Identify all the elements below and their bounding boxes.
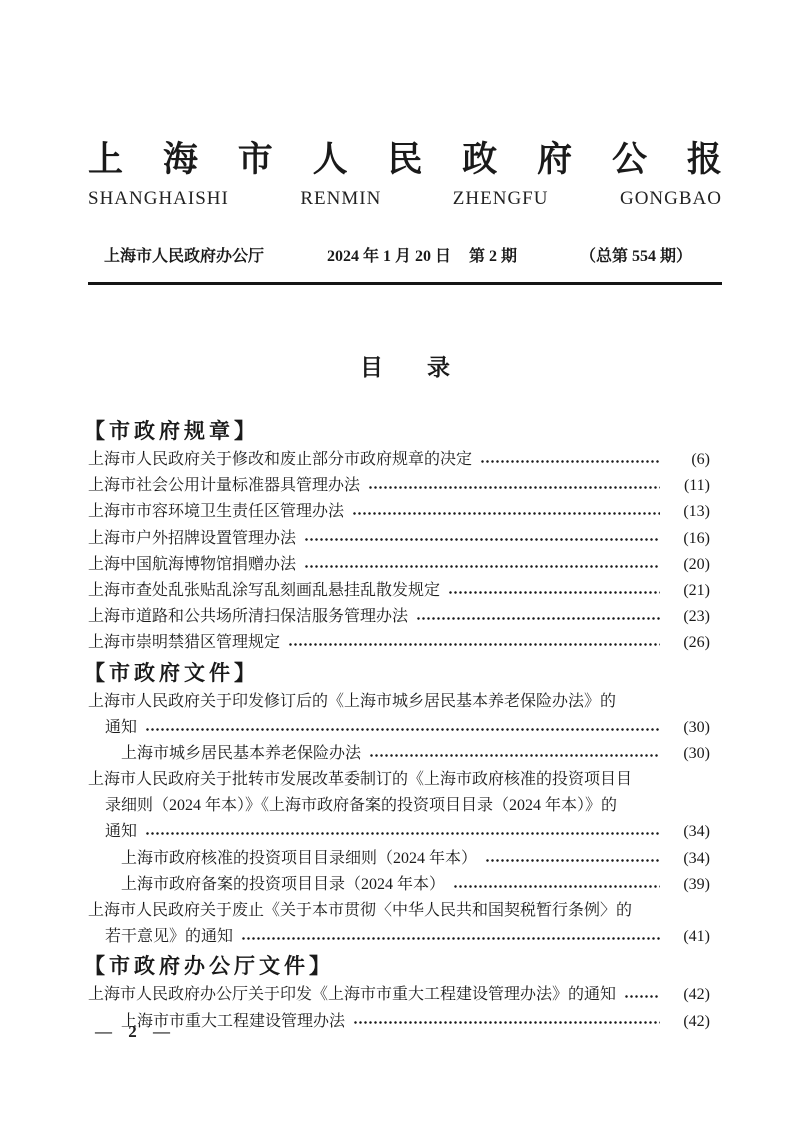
toc-entry-page: (41)	[683, 928, 710, 946]
dot-leader	[145, 825, 660, 841]
toc-section	[84, 657, 710, 951]
toc-entry	[88, 715, 710, 741]
toc-entry	[88, 578, 710, 604]
masthead-pinyin-word: ZHENGFU	[452, 188, 549, 209]
dot-leader	[353, 1014, 660, 1030]
toc-title	[88, 351, 722, 385]
cumulative-issue-number: （总第 554 期）	[579, 248, 692, 265]
toc-entry-title: 上海市崇明禁猎区管理规定	[88, 634, 281, 652]
toc-entry-title: 上海市政府核准的投资项目目录细则（2024 年本）	[121, 849, 478, 867]
toc-entry-title: 上海市道路和公共场所清扫保洁服务管理办法	[88, 608, 409, 626]
toc-section	[84, 950, 710, 1034]
toc-title-char: 录	[427, 355, 450, 380]
toc-entry	[88, 526, 710, 552]
dot-leader	[624, 987, 660, 1003]
toc-entry-title: 上海市人民政府关于批转市发展改革委制订的《上海市政府核准的投资项目目	[88, 771, 633, 789]
toc-entry-page: (39)	[683, 875, 710, 893]
toc-entry	[88, 767, 710, 793]
masthead-title-char: 上	[88, 140, 124, 179]
toc-entry-title: 通知	[105, 823, 138, 841]
toc-entry	[88, 741, 710, 767]
toc-section-heading: 【市政府文件】	[84, 660, 259, 685]
issue-date-group	[327, 246, 517, 268]
toc-entry	[88, 898, 710, 924]
toc-entry	[88, 689, 710, 715]
toc-entry-title: 上海市市容环境卫生责任区管理办法	[88, 503, 345, 521]
toc-entry-page: (20)	[683, 555, 710, 573]
masthead-title-char: 民	[387, 140, 423, 179]
toc-entry-page: (42)	[683, 1012, 710, 1030]
dot-leader	[304, 557, 660, 573]
masthead-title-char: 政	[462, 140, 498, 179]
masthead-title	[88, 140, 722, 180]
toc-entry-title: 上海市查处乱张贴乱涂写乱刻画乱悬挂乱散发规定	[88, 581, 441, 599]
toc-entry-title: 上海市户外招牌设置管理办法	[88, 529, 297, 547]
toc-entry	[88, 630, 710, 656]
dot-leader	[241, 929, 660, 945]
toc-entry-page: (6)	[691, 451, 710, 468]
toc-entry-title: 上海市社会公用计量标准器具管理办法	[88, 477, 361, 495]
toc-entry-title: 上海中国航海博物馆捐赠办法	[88, 555, 297, 573]
toc-entry-page: (42)	[683, 986, 710, 1004]
toc-entry-page: (11)	[683, 477, 710, 495]
issuer-label: 上海市人民政府办公厅	[104, 248, 265, 265]
dot-leader	[480, 452, 660, 468]
toc-section-heading: 【市政府办公厅文件】	[84, 954, 334, 979]
toc-entry-title: 上海市人民政府关于修改和废止部分市政府规章的决定	[88, 451, 473, 468]
toc-entry	[88, 924, 710, 950]
toc-entry-title: 上海市市重大工程建设管理办法	[121, 1012, 346, 1030]
toc-entry	[88, 793, 710, 819]
masthead-pinyin	[88, 188, 722, 210]
masthead-pinyin-word: SHANGHAISHI	[88, 188, 229, 209]
toc-entry-page: (26)	[683, 634, 710, 652]
dot-leader	[485, 851, 660, 867]
toc-entry	[88, 604, 710, 630]
page-content	[84, 140, 722, 1035]
toc-entry-page: (13)	[683, 503, 710, 521]
masthead-title-char: 市	[237, 140, 273, 179]
toc-body	[84, 415, 722, 1035]
dot-leader	[368, 478, 660, 494]
toc-entry	[88, 1009, 710, 1035]
toc-entry-title: 上海市人民政府关于废止《关于本市贯彻〈中华人民共和国契税暂行条例〉的	[88, 902, 633, 919]
toc-entry-page: (21)	[683, 581, 710, 599]
toc-entry	[88, 447, 710, 473]
toc-entry-title: 上海市城乡居民基本养老保险办法	[121, 744, 362, 762]
issue-date: 2024 年 1 月 20 日	[326, 248, 451, 265]
issue-info-row	[88, 246, 722, 268]
dot-leader	[369, 746, 660, 762]
toc-entry-title: 上海市人民政府关于印发修订后的《上海市城乡居民基本养老保险办法》的	[88, 692, 617, 710]
toc-entry	[88, 552, 710, 578]
toc-entry	[88, 846, 710, 872]
masthead-pinyin-word: RENMIN	[300, 188, 382, 209]
toc-entry-title: 上海市人民政府办公厅关于印发《上海市市重大工程建设管理办法》的通知	[88, 986, 617, 1004]
dot-leader	[416, 609, 660, 625]
dot-leader	[453, 877, 660, 893]
masthead-title-char: 报	[686, 140, 722, 179]
toc-entry-page: (30)	[683, 718, 710, 736]
masthead-title-char: 人	[312, 140, 348, 179]
toc-entry	[88, 872, 710, 898]
page-number-footer: — 2 —	[95, 1022, 176, 1041]
dot-leader	[352, 504, 660, 520]
masthead-title-char: 公	[612, 140, 648, 179]
toc-entry-title: 上海市政府备案的投资项目目录（2024 年本）	[121, 875, 446, 893]
toc-entry-title: 通知	[105, 718, 138, 736]
toc-entry-title: 录细则（2024 年本）》《上海市政府备案的投资项目目录（2024 年本）》的	[105, 797, 618, 815]
toc-section	[84, 415, 710, 657]
toc-entry	[88, 499, 710, 525]
dot-leader	[288, 635, 660, 651]
dot-leader	[145, 720, 660, 736]
header-divider	[88, 282, 722, 285]
toc-entry	[88, 473, 710, 499]
issue-number: 第 2 期	[469, 248, 518, 265]
masthead-title-char: 海	[162, 140, 198, 179]
masthead-pinyin-word: GONGBAO	[619, 188, 722, 209]
dot-leader	[448, 583, 660, 599]
dot-leader	[304, 531, 660, 547]
toc-entry-page: (16)	[683, 529, 710, 547]
masthead-title-char: 府	[537, 140, 573, 179]
toc-entry	[88, 819, 710, 845]
toc-entry-page: (34)	[683, 823, 710, 841]
toc-entry	[88, 982, 710, 1008]
toc-section-heading: 【市政府规章】	[84, 419, 259, 443]
toc-entry-page: (30)	[683, 744, 710, 762]
toc-entry-page: (23)	[683, 608, 710, 626]
toc-entry-title: 若干意见》的通知	[105, 928, 234, 946]
toc-title-char: 目	[360, 355, 383, 380]
toc-entry-page: (34)	[683, 849, 710, 867]
